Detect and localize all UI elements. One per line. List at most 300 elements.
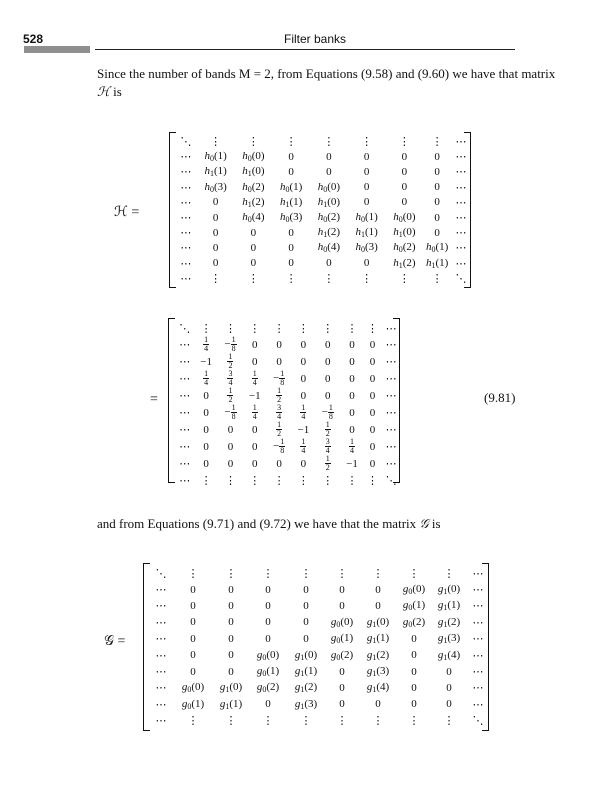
matrix-cell: 0 — [411, 632, 417, 645]
matrix-row — [174, 336, 400, 353]
matrix-cell: 0 — [363, 196, 370, 209]
g-equals-label: 𝒢 = — [104, 634, 126, 649]
matrix-cell: ⋯ — [455, 227, 467, 240]
matrix-cell: 0 — [190, 583, 196, 596]
matrix-cell: $h_1(0)$ — [317, 195, 341, 209]
matrix-cell: 0 — [300, 389, 307, 402]
matrix-row — [174, 370, 400, 387]
matrix-cell: ⋯ — [385, 373, 397, 386]
matrix-cell: 0 — [375, 698, 381, 711]
matrix-cell: $\frac{3}{4}$ — [228, 369, 233, 388]
matrix-cell: 0 — [250, 257, 257, 270]
matrix-cell: ⋯ — [179, 458, 191, 471]
equals-sign: = — [150, 392, 158, 407]
matrix-cell: $h_1(2)$ — [317, 226, 341, 240]
matrix-cell: ⋮ — [408, 715, 420, 728]
matrix-row — [149, 598, 489, 614]
matrix-cell: 0 — [434, 196, 440, 209]
matrix-cell: ⋯ — [179, 407, 191, 420]
matrix-cell: ⋯ — [179, 390, 191, 403]
matrix-cell: $h_0(0)$ — [242, 150, 265, 164]
matrix-row — [149, 581, 489, 597]
matrix-cell: ⋮ — [398, 272, 410, 285]
matrix-row — [175, 180, 471, 195]
matrix-cell: ⋯ — [180, 242, 192, 255]
matrix-cell: $g_0(1)$ — [181, 697, 205, 711]
matrix-cell: 0 — [369, 440, 376, 453]
matrix-cell: ⋯ — [180, 196, 192, 209]
matrix-cell: $g_1(0)$ — [366, 615, 390, 629]
matrix-cell: 0 — [434, 165, 440, 178]
matrix-cell: $h_0(0)$ — [317, 180, 341, 194]
matrix-cell: 0 — [324, 355, 331, 368]
matrix-cell: $g_1(3)$ — [366, 665, 390, 679]
matrix-cell: 0 — [434, 181, 440, 194]
matrix-cell: ⋯ — [472, 584, 484, 597]
matrix-cell: $h_1(1)$ — [279, 195, 303, 209]
matrix-row — [174, 472, 400, 488]
matrix-cell: ⋯ — [179, 356, 191, 369]
matrix-cell: ⋮ — [187, 715, 199, 728]
matrix-cell: 0 — [401, 196, 408, 209]
matrix-cell: 0 — [369, 338, 376, 351]
matrix-cell: $g_0(0)$ — [256, 648, 280, 662]
matrix-row — [149, 647, 489, 663]
matrix-H-table — [175, 134, 471, 286]
intro-line: Since the number of bands M = 2, from Equations (9.58) and (9.60) we have that matrix — [97, 66, 556, 81]
matrix-cell: ⋮ — [247, 272, 259, 285]
matrix-cell: 0 — [227, 457, 234, 470]
header-bar — [24, 46, 90, 53]
matrix-cell: ⋮ — [322, 322, 334, 335]
page-number: 528 — [23, 32, 44, 46]
matrix-cell: ⋮ — [210, 272, 222, 285]
matrix-cell: 0 — [369, 355, 376, 368]
equation-number: (9.81) — [484, 390, 516, 405]
matrix-cell: ⋯ — [455, 257, 467, 270]
matrix-cell: 0 — [203, 457, 209, 470]
matrix-cell: ⋱ — [155, 567, 167, 580]
matrix-cell: ⋯ — [179, 373, 191, 386]
matrix-cell: 0 — [203, 389, 209, 402]
matrix-cell: $h_0(4)$ — [317, 241, 341, 255]
matrix-cell: ⋯ — [155, 649, 167, 662]
matrix-cell: 0 — [288, 150, 294, 163]
matrix-cell: 0 — [369, 372, 376, 385]
matrix-row — [174, 404, 400, 421]
matrix-cell: $g_1(4)$ — [366, 681, 390, 695]
matrix-cell: −1 — [346, 457, 358, 470]
matrix-row — [149, 713, 489, 729]
matrix-row — [149, 680, 489, 696]
matrix-cell: $g_0(2)$ — [330, 648, 354, 662]
matrix-cell: $\frac{3}{4}$ — [325, 437, 330, 456]
matrix-cell: ⋮ — [323, 136, 335, 149]
matrix-cell: 0 — [212, 196, 219, 209]
matrix-cell: ⋯ — [455, 196, 467, 209]
matrix-cell: ⋯ — [155, 633, 167, 646]
matrix-cell: 0 — [349, 423, 355, 436]
matrix-row — [149, 565, 489, 581]
matrix-cell: ⋯ — [385, 441, 397, 454]
matrix-cell: ⋮ — [225, 715, 237, 728]
matrix-cell: ⋮ — [372, 715, 384, 728]
matrix-cell: 0 — [363, 150, 370, 163]
matrix-cell: ⋮ — [398, 136, 410, 149]
matrix-cell: $h_0(1)$ — [426, 241, 449, 255]
second-paragraph — [97, 515, 441, 534]
matrix-cell: $h_0(3)$ — [355, 241, 378, 255]
matrix-cell: $g_0(1)$ — [402, 599, 426, 613]
matrix-cell: 0 — [190, 616, 196, 629]
matrix-cell: $\frac{1}{4}$ — [350, 437, 355, 456]
matrix-cell: $h_0(1)$ — [355, 211, 378, 225]
matrix-cell: $h_0(0)$ — [393, 211, 416, 225]
matrix-cell: ⋮ — [247, 136, 259, 149]
matrix-cell: 0 — [250, 241, 257, 254]
matrix-numeric — [168, 318, 400, 487]
matrix-row — [174, 320, 400, 336]
matrix-cell: 0 — [324, 372, 331, 385]
matrix-cell: 0 — [326, 165, 332, 178]
matrix-cell: $g_0(0)$ — [181, 681, 205, 695]
matrix-cell: $h_0(2)$ — [317, 211, 341, 225]
matrix-cell: 0 — [411, 698, 417, 711]
matrix-cell: 0 — [276, 355, 282, 368]
matrix-cell: $g_1(4)$ — [437, 648, 461, 662]
matrix-cell: ⋮ — [249, 322, 261, 335]
matrix-row — [174, 387, 400, 404]
matrix-cell: ⋯ — [385, 356, 397, 369]
matrix-row — [175, 256, 471, 271]
matrix-cell: ⋯ — [180, 227, 192, 240]
matrix-cell: 0 — [300, 457, 307, 470]
running-header-title: Filter banks — [284, 32, 347, 46]
matrix-cell: $\frac{1}{4}$ — [204, 369, 209, 388]
matrix-cell: ⋮ — [361, 136, 373, 149]
matrix-cell: 0 — [300, 338, 307, 351]
h-equals-label: ℋ = — [114, 205, 140, 220]
matrix-row — [175, 149, 471, 164]
matrix-cell: $g_1(1)$ — [437, 599, 461, 613]
matrix-cell: $g_1(0)$ — [219, 681, 243, 695]
matrix-cell: 0 — [190, 599, 196, 612]
matrix-cell: ⋮ — [210, 136, 222, 149]
matrix-cell: 0 — [212, 211, 219, 224]
matrix-cell: 0 — [303, 632, 309, 645]
matrix-cell: ⋯ — [455, 136, 467, 149]
matrix-cell: ⋮ — [200, 474, 212, 487]
matrix-cell: 0 — [300, 355, 307, 368]
matrix-cell: $h_1(2)$ — [393, 256, 416, 270]
matrix-cell: 0 — [300, 372, 307, 385]
matrix-cell: 0 — [227, 423, 234, 436]
matrix-cell: $h_0(1)$ — [204, 150, 227, 164]
matrix-cell: 0 — [228, 616, 234, 629]
matrix-cell: $h_1(2)$ — [242, 195, 265, 209]
matrix-cell: 0 — [190, 632, 196, 645]
matrix-cell: 0 — [446, 698, 452, 711]
matrix-cell: 0 — [349, 406, 355, 419]
matrix-cell: 0 — [250, 226, 257, 239]
matrix-cell: ⋯ — [472, 567, 484, 580]
matrix-cell: 0 — [212, 226, 219, 239]
matrix-cell: ⋮ — [300, 715, 312, 728]
matrix-cell: 0 — [369, 457, 376, 470]
second-text: and from Equations (9.71) and (9.72) we have that the matrix — [97, 516, 420, 531]
matrix-cell: 0 — [446, 681, 452, 694]
matrix-cell: 0 — [288, 226, 294, 239]
matrix-cell: $\frac{1}{2}$ — [228, 352, 233, 371]
matrix-cell: ⋱ — [385, 474, 397, 487]
matrix-cell: 0 — [411, 681, 417, 694]
matrix-cell: $g_1(1)$ — [219, 697, 243, 711]
matrix-cell: − $\frac{1}{8}$ — [272, 437, 285, 456]
matrix-g — [143, 563, 489, 731]
second-tail: is — [428, 516, 441, 531]
matrix-cell: 0 — [228, 583, 234, 596]
matrix-row — [174, 353, 400, 370]
matrix-cell: 0 — [228, 649, 234, 662]
matrix-cell: −1 — [297, 423, 310, 436]
matrix-cell: $h_0(3)$ — [279, 211, 303, 225]
matrix-cell: $g_0(1)$ — [330, 632, 354, 646]
matrix-cell: $\frac{1}{4}$ — [204, 335, 209, 354]
matrix-cell: $g_1(2)$ — [294, 681, 318, 695]
matrix-row — [174, 455, 400, 472]
matrix-cell: 0 — [265, 632, 271, 645]
matrix-N-table — [174, 320, 400, 488]
matrix-cell: 0 — [276, 457, 282, 470]
matrix-cell: 0 — [252, 423, 258, 436]
matrix-cell: $g_1(0)$ — [294, 648, 318, 662]
matrix-cell: $\frac{1}{2}$ — [325, 454, 330, 473]
matrix-cell: ⋮ — [300, 567, 312, 580]
header-rule — [95, 49, 515, 50]
matrix-cell: ⋮ — [187, 567, 199, 580]
matrix-cell: −1 — [200, 355, 212, 368]
matrix-row — [149, 663, 489, 679]
matrix-cell: ⋮ — [367, 322, 379, 335]
matrix-cell: ⋮ — [224, 322, 236, 335]
matrix-cell: 0 — [303, 583, 309, 596]
matrix-cell: ⋯ — [455, 151, 467, 164]
matrix-cell: $h_0(1)$ — [279, 180, 303, 194]
matrix-cell: 0 — [363, 165, 370, 178]
matrix-row — [175, 225, 471, 240]
intro-line-2 — [97, 83, 555, 102]
matrix-cell: 0 — [212, 257, 219, 270]
matrix-cell: 0 — [369, 389, 376, 402]
matrix-cell: $h_1(0)$ — [393, 226, 416, 240]
matrix-cell: ⋯ — [155, 715, 167, 728]
matrix-cell: ⋮ — [285, 136, 297, 149]
matrix-cell: 0 — [369, 406, 376, 419]
matrix-cell: ⋯ — [179, 441, 191, 454]
matrix-cell: $\frac{3}{4}$ — [277, 403, 282, 422]
matrix-row — [175, 195, 471, 210]
matrix-cell: ⋯ — [180, 166, 192, 179]
matrix-cell: 0 — [228, 599, 234, 612]
matrix-cell: $\frac{1}{2}$ — [325, 420, 330, 439]
intro-tail: is — [109, 84, 122, 99]
matrix-cell: 0 — [212, 241, 219, 254]
matrix-cell: $\frac{1}{2}$ — [277, 386, 282, 405]
matrix-cell: 0 — [369, 423, 376, 436]
matrix-cell: 0 — [265, 698, 271, 711]
matrix-row — [175, 271, 471, 286]
matrix-cell: ⋮ — [443, 567, 455, 580]
matrix-cell: 0 — [349, 355, 355, 368]
matrix-cell: 0 — [252, 440, 258, 453]
matrix-cell: ⋱ — [180, 136, 192, 149]
matrix-cell: ⋯ — [180, 272, 192, 285]
matrix-cell: ⋯ — [180, 181, 192, 194]
matrix-cell: 0 — [265, 599, 271, 612]
matrix-cell: 0 — [375, 583, 381, 596]
matrix-cell: 0 — [203, 440, 209, 453]
matrix-cell: $g_1(2)$ — [437, 615, 461, 629]
matrix-cell: ⋯ — [385, 390, 397, 403]
matrix-cell: ⋯ — [155, 698, 167, 711]
matrix-cell: 0 — [411, 649, 417, 662]
matrix-cell: 0 — [363, 257, 370, 270]
matrix-cell: ⋮ — [225, 567, 237, 580]
matrix-cell: ⋮ — [372, 567, 384, 580]
matrix-cell: $g_0(2)$ — [256, 681, 280, 695]
matrix-cell: 0 — [434, 226, 440, 239]
matrix-h-symbol: ℋ — [97, 85, 110, 100]
matrix-cell: 0 — [228, 632, 234, 645]
matrix-cell: 0 — [276, 338, 282, 351]
matrix-cell: 0 — [324, 389, 331, 402]
matrix-cell: $h_1(1)$ — [426, 256, 449, 270]
matrix-cell: 0 — [411, 665, 417, 678]
matrix-cell: $g_1(2)$ — [366, 648, 390, 662]
matrix-cell: ⋯ — [455, 242, 467, 255]
matrix-cell: ⋮ — [336, 715, 348, 728]
matrix-cell: ⋯ — [155, 682, 167, 695]
matrix-cell: ⋱ — [455, 272, 467, 285]
matrix-cell: $\frac{1}{4}$ — [252, 403, 257, 422]
matrix-cell: ⋱ — [179, 322, 191, 335]
matrix-cell: $h_1(0)$ — [242, 165, 265, 179]
matrix-cell: ⋯ — [385, 322, 397, 335]
matrix-cell: ⋮ — [323, 272, 335, 285]
matrix-row — [175, 210, 471, 225]
matrix-row — [149, 696, 489, 712]
matrix-cell: 0 — [434, 150, 440, 163]
matrix-cell: ⋯ — [180, 151, 192, 164]
matrix-row — [175, 240, 471, 255]
matrix-row — [175, 134, 471, 149]
matrix-cell: 0 — [303, 599, 309, 612]
matrix-cell: ⋮ — [367, 474, 379, 487]
matrix-cell: $\frac{1}{2}$ — [228, 386, 233, 405]
matrix-cell: ⋯ — [472, 633, 484, 646]
matrix-row — [174, 438, 400, 455]
matrix-cell: 0 — [190, 665, 196, 678]
matrix-row — [174, 421, 400, 438]
matrix-row — [175, 164, 471, 179]
matrix-cell: ⋯ — [155, 616, 167, 629]
matrix-cell: ⋯ — [385, 458, 397, 471]
matrix-cell: 0 — [252, 355, 258, 368]
matrix-cell: 0 — [349, 338, 355, 351]
matrix-cell: $g_0(2)$ — [402, 615, 426, 629]
matrix-row — [149, 631, 489, 647]
matrix-cell: 0 — [326, 150, 332, 163]
matrix-cell: 0 — [326, 257, 332, 270]
matrix-cell: 0 — [401, 165, 408, 178]
matrix-cell: 0 — [303, 616, 309, 629]
matrix-cell: 0 — [288, 165, 294, 178]
matrix-cell: $h_0(2)$ — [242, 180, 265, 194]
matrix-cell: ⋮ — [443, 715, 455, 728]
matrix-cell: ⋮ — [431, 136, 443, 149]
matrix-cell: ⋯ — [385, 407, 397, 420]
matrix-cell: 0 — [401, 150, 408, 163]
matrix-cell: ⋯ — [472, 649, 484, 662]
matrix-cell: $g_1(0)$ — [437, 583, 461, 597]
matrix-cell: 0 — [324, 338, 331, 351]
matrix-cell: ⋯ — [180, 212, 192, 225]
matrix-cell: ⋮ — [431, 272, 443, 285]
matrix-cell: ⋱ — [472, 715, 484, 728]
matrix-cell: ⋯ — [472, 600, 484, 613]
matrix-cell: 0 — [349, 389, 355, 402]
matrix-cell: − $\frac{1}{8}$ — [224, 335, 236, 354]
matrix-cell: ⋮ — [200, 322, 212, 335]
matrix-cell: ⋯ — [155, 600, 167, 613]
matrix-cell: 0 — [434, 211, 440, 224]
matrix-cell: 0 — [288, 257, 294, 270]
matrix-cell: $g_0(0)$ — [330, 615, 354, 629]
matrix-cell: $g_1(1)$ — [294, 665, 318, 679]
matrix-cell: ⋮ — [346, 474, 358, 487]
matrix-cell: − $\frac{1}{8}$ — [321, 403, 333, 422]
matrix-cell: ⋯ — [455, 166, 467, 179]
matrix-cell: $g_0(0)$ — [402, 583, 426, 597]
matrix-cell: $g_1(1)$ — [366, 632, 390, 646]
matrix-cell: 0 — [252, 338, 258, 351]
matrix-cell: ⋯ — [455, 212, 467, 225]
matrix-cell: $h_0(2)$ — [393, 241, 416, 255]
matrix-cell: 0 — [190, 649, 196, 662]
matrix-cell: ⋯ — [155, 666, 167, 679]
matrix-cell: −1 — [248, 389, 261, 402]
matrix-cell: 0 — [339, 599, 345, 612]
matrix-cell: ⋯ — [179, 474, 191, 487]
matrix-cell: − $\frac{1}{8}$ — [224, 403, 236, 422]
matrix-cell: ⋯ — [179, 339, 191, 352]
matrix-cell: $\frac{1}{2}$ — [277, 420, 282, 439]
matrix-cell: 0 — [349, 372, 355, 385]
matrix-cell: $g_1(3)$ — [437, 632, 461, 646]
matrix-cell: ⋯ — [472, 616, 484, 629]
matrix-cell: ⋮ — [297, 322, 309, 335]
matrix-cell: ⋮ — [346, 322, 358, 335]
matrix-cell: $\frac{1}{4}$ — [301, 437, 306, 456]
matrix-cell: 0 — [339, 681, 345, 694]
matrix-cell: 0 — [339, 665, 345, 678]
matrix-cell: ⋯ — [472, 682, 484, 695]
matrix-cell: 0 — [363, 181, 370, 194]
matrix-cell: 0 — [339, 583, 345, 596]
matrix-cell: 0 — [401, 181, 408, 194]
intro-paragraph — [97, 65, 555, 102]
matrix-cell: $\frac{1}{4}$ — [252, 369, 257, 388]
